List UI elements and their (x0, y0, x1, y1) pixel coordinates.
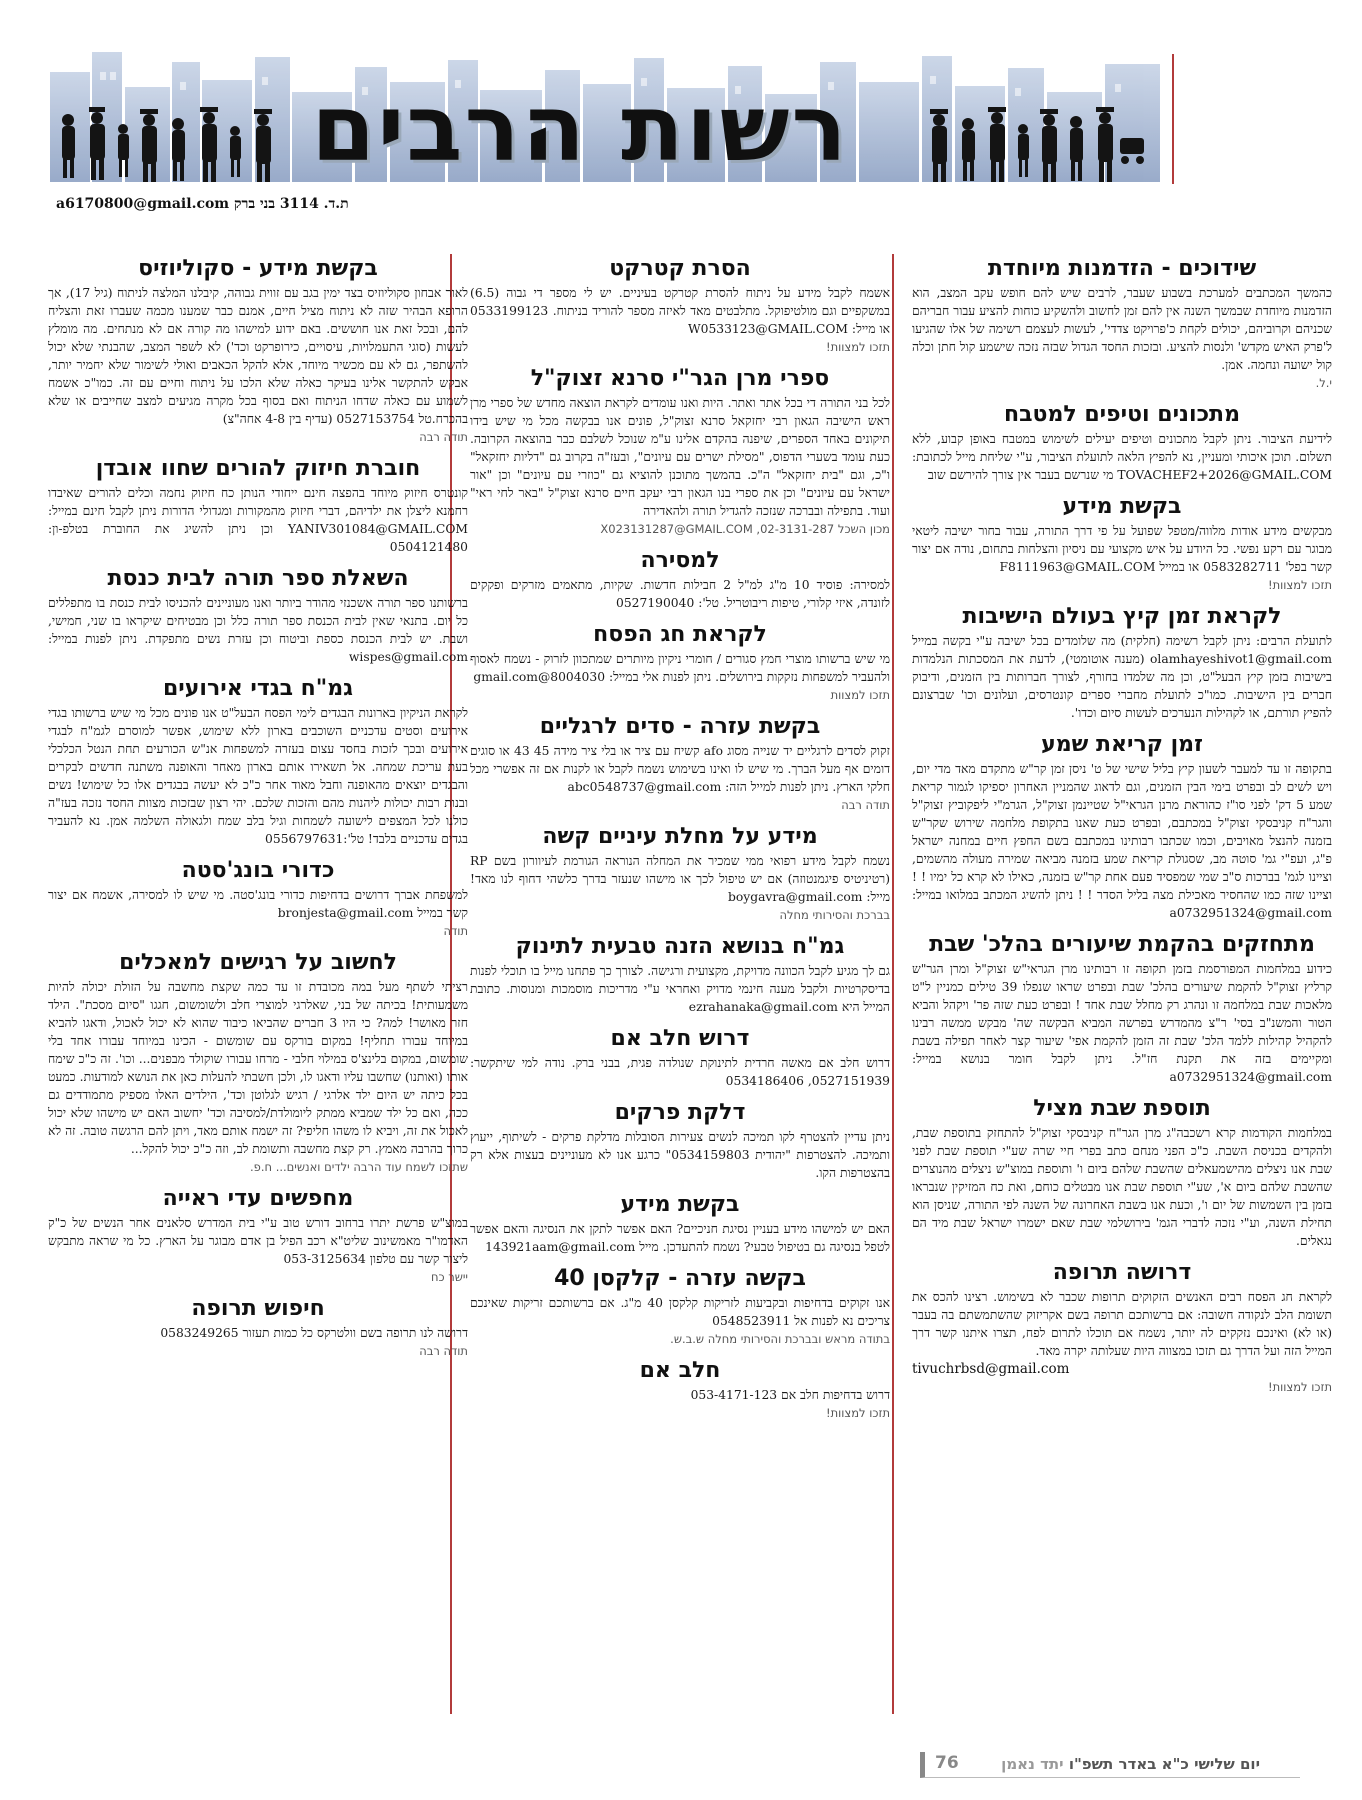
ad-signature: בברכת והסירותי מחלה (779, 908, 890, 922)
classified-ad (912, 1094, 1332, 1250)
ad-title: בקשת עזרה - סדים לרגליים (539, 714, 821, 739)
ad-body: למשפחת אברך דרושים בדחיפות כדורי בונג'סטה. מי שיש לו למסירה, אשמח אם יצור קשר במייל bronjesta@gmail.com (48, 888, 468, 920)
classified-ad (48, 674, 468, 848)
classified-ad (48, 1184, 468, 1286)
footer-brand: יתד נאמן (1001, 1755, 1064, 1773)
ad-body: כידוע במלחמות המפורסמת בזמן תקופה זו רבותינו מרן הגראי"ש זצוק"ל ומרן הגר"ש קרליץ זצוק"ל להקמת שיעורים בהלכ' שבת ובפרט שראו שנפלו 39 טילים כמניין ל"ט מלאכות שבת במלחמה זו ונהרג רק מחלל שבת אחד ! ובפרט כעת שזה פר' ויקהל והביא הטור והמשנ"ב בסי' ר"צ מהמדרש בפרשה המביא הבקשה שה' מבקש ממשה רבינו להקהיל קהילות ללמד הלכ' שבת זה הזמן להקמת אפי' שיעור קצר לאחר תפילה בשבת ומקיימים בזה את תקנת חז"ל. ניתן לקבל חומר בנושא במייל: a0732951324@gmail.com (912, 962, 1332, 1084)
ad-title: למסירה (640, 548, 720, 573)
classified-ad (470, 1098, 890, 1182)
ad-body: נשמח לקבל מידע רפואי ממי שמכיר את המחלה הנוראה הגורמת לעיוורון בשם RP (רטיניטיס פיגמנטוזה) אם יש טיפול לכך או מישהו שנעזר בדרך כלשהי דחוף לנו מאד! מייל: boygavra@gmail.com (470, 854, 890, 904)
ad-title: בקשת מידע (620, 1192, 740, 1217)
ad-signature: בתודה מראש ובברכת והסירותי מחלה ש.ב.ש. (670, 1332, 890, 1346)
ad-title: זמן קריאת שמע (1041, 732, 1203, 757)
ad-signature: שתזכו לשמח עוד הרבה ילדים ואנשים... ח.פ. (250, 1160, 468, 1174)
ad-body: לקראת הניקיון בארונות הבגדים לימי הפסח הבעל"ט אנו פונים מכל מי שיש ברשותו בגדי אירועים וסטים עדכניים השוכבים בארון ללא שימוש, אפשר למוסרם לגמ"ח לבגדי אירועים ובכך לזכות בחסד עצום בעזרה למשפחות אנ"ש הכורעים תחת הנטל הכלכלי בעת עריכת שמחה. אל תשאירו אותם בארון מאחר והאופנה משתנה חדשים לבקרים והבגדים יוצאים מהאופנה וחבל מאוד אחר כ"כ לא יעשה בבגדים אלו כל שימוש! נשים ובנות רבות יכולות ליהנות מהם והזכות שלכם. יהי רצון שבזכות מצוות החסד נזכה בעז"ה כולנו לכל המצפים לישועה לשמחות וגיל בלב שמח ולגאולה השלמה אמן. נא להעביר בגדים עדכניים בלבד! טל':0556797631 (48, 706, 468, 846)
ad-title: חלב אם (639, 1358, 721, 1383)
ad-body: לכל בני התורה די בכל אתר ואתר. היות ואנו עומדים לקראת הוצאה מחדש של ספרי מרן ראש הישיבה הגאון רבי יחזקאל סרנא זצוק"ל, פונים אנו בבקשה מכל מי שיש בידו תיקונים באחד הספרים, שיפנה בהקדם אלינו ע"מ שנוכל לשלבם כבר בהוצאה הקרובה. כעת עומד בשערי הדפוס, "מסילת ישרים עם עיונים", ובעז"ה בקרוב גם "דליות יחזקאל" ו"כ, וגם "בית יחזקאל" ה"כ. בהמשך מתוכנן להוציא גם "כוזרי עם עיונים" וכן "אור ישראל עם עיונים" וכן את ספרי בנו הגאון רבי יעקב חיים סרנא זצוק"ל "באר לחי ראי" ועוד. בתפילה ובברכה שנזכה להגדיל תורה ולהאדירה (470, 396, 890, 518)
classified-ad (48, 564, 468, 666)
ad-signature: תודה רבה (841, 798, 890, 812)
ad-title: כדורי בונג'סטה (181, 858, 335, 883)
masthead-address: ת.ד. 3114 בני ברק (234, 196, 349, 212)
classified-ad (470, 712, 890, 814)
column-middle (470, 254, 890, 1734)
ad-title: לחשוב על רגישים למאכלים (119, 950, 397, 975)
classified-ad (470, 822, 890, 924)
classified-ad (48, 254, 468, 446)
classified-ad (48, 1294, 468, 1360)
ad-signature: תזכו למצוות (830, 688, 890, 702)
footer-date: יום שלישי כ"א באדר תשפ"ו יתד נאמן (1001, 1755, 1260, 1773)
ad-body: לקראת חג הפסח רבים האנשים הזקוקים תרופות שכבר לא בשימוש. רצינו להכס את תשומת הלב לנקודה חשובה: אם ברשותכם תרופה בשם אקריזוק שהשתמשתם בה בעבר (או לא) ואינכם נזקקים לה יותר, נשמח אם תוכלו לתרום לפח, תצרו איתנו קשר דרך המייל הזה ועל הדרך גם תזכו במצווה היות שעלותה יקרה מאד. (912, 1290, 1332, 1358)
classified-ad (912, 1258, 1332, 1396)
ad-body: רציתי לשתף מעל במה מכובדת זו עד כמה שקצת מחשבה על הזולת יכולה להיות משמעותית! בכיתה של בני, שאלרגי למוצרי חלב ולשומשום, חגגו "סיום מסכת". הילד חזר מאושר! למה? כי היו 3 חברים שהביאו כיבוד שהוא לא יכול לאכול, ודאגו להביא במיוחד עבורו תחליף! במקום בורקס עם שומשום - הכינו במיוחד עבורו אחד בלי שומשום, במקום בלינצ'ס במילוי חלבי - מרחו עבורו שוקולד מבפנים... וכו'. זה כ"כ שימח אותו (ואותנו) שחשבו עליו ודאגו לו, ולכן חשבתי להעלות כאן את הנושא למודעות. כמעט בכל כיתה יש היום ילד אלרגי / רגיש לגלוטן וכד', הילדים האלו מספיק מתמודדים גם ככה, ואם כל ילד שמביא ממתק ליומולדת/למסיבה וכד' יחשוב האם יש מישהו שלא יכול לאכול את זה, ויביא לו משהו חליפי? זה ישמח אותם מאד, ויתן להם הרגשה טובה. זה לא כרוך בהרבה מאמץ. רק קצת מחשבה ותשומת לב, וזה כ"כ יכול להקל... (48, 980, 468, 1156)
ad-title: לקראת זמן קיץ בעולם הישיבות (962, 604, 1282, 629)
ad-title: חוברת חיזוק להורים שחוו אובדן (95, 456, 421, 481)
ad-signature: מכון השכל X023131287@GMAIL.COM ,02-3131-287 (600, 522, 890, 536)
ad-title: מתחזקים בהקמת שיעורים בהלכ' שבת (929, 932, 1315, 957)
ad-body: זקוק לסדים לרגליים יד שנייה מסוג afo קשיח עם ציר או בלי ציר מידה 45 43 או סוגים דומים אף מעל הברך. מי שיש לו ואינו בשימוש נשמח לקבל או לקנות אם זה אפשרי מכל חלקי הארץ. ניתן לפנות למייל הזה: abc0548737@gmail.com (470, 744, 890, 794)
ad-title: מחפשים עדי ראייה (162, 1186, 354, 1211)
classified-ad (912, 730, 1332, 922)
ad-body: האם יש למישהו מידע בעניין נסיגת חניכיים? האם אפשר לתקן את הנסיגה והאם אפשר לטפל בנסיגה גם בטיפול טבעי? נשמח להתעדכן. מייל 143921aam@gmail.com (470, 1222, 890, 1254)
column-left (48, 254, 468, 1734)
ad-title: דרושה תרופה (1052, 1260, 1192, 1285)
ad-title: חיפוש תרופה (191, 1296, 325, 1321)
ad-body: מבקשים מידע אודות מלווה/מטפל שפועל על פי דרך התורה, עבור בחור ישיבה ליטאי מבוגר עם רקע נפשי. כל היודע על איש מקצועי עם ניסיון והצלחות בתחום, נודה אם יצור קשר בפל' 0583282711 או במייל F8111963@GMAIL.COM (912, 524, 1332, 574)
classified-ad (470, 1190, 890, 1256)
masthead-rule (1172, 54, 1174, 184)
classified-ad (470, 932, 890, 1016)
ad-title: מידע על מחלת עיניים קשה (542, 824, 818, 849)
ad-signature: תודה (443, 924, 468, 938)
classified-ad (470, 620, 890, 704)
ad-contact-email[interactable]: tivuchrbsd@gmail.com (912, 1361, 1070, 1377)
ad-title: גמ"ח בגדי אירועים (162, 676, 354, 701)
classified-ad (470, 546, 890, 612)
ad-body: גם לך מגיע לקבל הכוונה מדויקת, מקצועית ורגישה. לצורך כך פתחנו מייל בו תוכלי לפנות בדיסקרטיות ולקבל מענה חינמי מדויק ואחראי ע"י מדריכות מוסמכות ומנוסות. כתובת המייל היא ezrahanaka@gmail.com (470, 964, 890, 1014)
classified-ad (48, 454, 468, 556)
ad-title: גמ"ח בנושא הזנה טבעית לתינוק (515, 934, 845, 959)
masthead-title: רשות הרבים (311, 75, 849, 182)
column-right (912, 254, 1332, 1734)
ad-title: שידוכים - הזדמנות מיוחדת (987, 256, 1257, 281)
ad-signature: י.ל. (1315, 376, 1332, 390)
masthead-contact (50, 196, 349, 213)
ad-title: לקראת חג הפסח (593, 622, 767, 647)
ad-title: ספרי מרן הגר"י סרנא זצוק"ל (530, 366, 830, 391)
page-footer (920, 1752, 1300, 1778)
ad-body: לתועלת הרבים: ניתן לקבל רשימה (חלקית) מה שלומדים בכל ישיבה ע"י בקשה במייל olamhayeshivot1@gmail.com (מענה אוטומטי), לדעת את המסכתות הנלמדות בישיבות בזמן קיץ הבעל"ט, וכן מה שלמדו בחורף, לצורך חברותות בין הזמנים, ודיבוק חברים בין הישיבות. כמו"כ לתועלת מחברי ספרים קונטרסים, ועלונים וכו' שברצונם להפיץ תורתם, או לקהילות הנערכים לעשות סיום וכדו'. (912, 634, 1332, 720)
ad-title: דלקת פרקים (614, 1100, 746, 1125)
ad-title: בקשת מידע - סקוליוזיס (138, 256, 378, 281)
classified-ad (470, 1356, 890, 1422)
masthead-email[interactable]: a6170800@gmail.com (56, 196, 230, 212)
ad-signature: תזכו למצוות! (1267, 578, 1332, 592)
column-divider-right (892, 254, 894, 1714)
ad-body: בתקופה זו עד למעבר לשעון קיץ בליל שישי של ט' ניסן זמן קר"ש מתקדם מאד מדי יום, ויש לשים לב ובפרט בימי הבין הזמנים, וגם לדאוג שהמניין האחרון יספיקו לגמור קריאת שמע 5 דק' לפני סו"ז כהוראת מרנן הגראי"ל שטיינמן זצוק"ל, הגרמ"י ליפקוביץ זצוק"ל והגר"ח קניבסקי זצוק"ל במכתבם, ובפרט כעת שאנו בתקופת מלחמה שירוש שקר"ש בזמנה להנצל מאויבים, וכמו שכתבו רבותינו במכתבם בשם החפץ חיים במחנה ישראל פ"ג, ועפ"י גמ' סוטה מב, שסגולת קריאת שמע בזמנה מביאה שמירה מעולה מהשמים, וציינו לגמ' בברכות ס"ב שמי שמפסיד פעם אחת קר"ש בזמנה, כאילו לא קרא כל ימיו ! ! וציינו שזה כמו שהחסיר מאכילת מצה בליל הסדר ! ! ניתן להשיג המכתב במלואו במייל: a0732951324@gmail.com (912, 762, 1332, 920)
classified-ad (912, 930, 1332, 1086)
ad-signature: יישר כח (430, 1270, 468, 1284)
ad-body: דרוש בדחיפות חלב אם 053-4171-123 (690, 1388, 890, 1402)
classified-ad (48, 856, 468, 940)
classified-ad (912, 254, 1332, 392)
classified-ad (912, 492, 1332, 594)
ad-title: בקשה עזרה - קלקסן 40 (554, 1266, 806, 1291)
classified-ad (912, 400, 1332, 484)
masthead (0, 0, 1362, 228)
classified-ad (470, 1264, 890, 1348)
ad-body: אנו זקוקים בדחיפות ובקביעות לזריקות קלקסן 40 מ"ג. אם ברשותכם זריקות שאינכם צריכים נא לפנות אל 0548523911 (470, 1296, 890, 1328)
classified-ad (470, 364, 890, 538)
classified-ad (470, 254, 890, 356)
ad-body: לאור אבחון סקוליוזיס בצד ימין בגב עם זווית גבוהה, קיבלנו המלצה לניתוח (גיל 17), אך הרופא הבהיר שזה לא ניתוח מציל חיים, אמנם כבר שמענו מכמה שעברו זאת והצליח להם, ובכל זאת אנו חוששים. באם ידוע למישהו מה קורה אם לא מנתחים. מה מומלץ לעשות (סוגי התעמלויות, עיסויים, כירופרקט וכד') לא לשפר המצב, שהבנתי שלא יכול להשתפר, גם לא עם מכשיר מיוחד, אלא להקל הכאבים ואולי לשימור שלא יחמיר יותר, אבקש להתקשר אלינו בעיקר כאלה שלא הלכו על ניתוח וחיים עם זה. כמו"כ אשמח לשמוע עם כאלה שדחו הניתוח ואם בסוף בכל מקרה מגיעים למצב שחייבים או שלא בהכרח.טל 0527153754 (עדיף בין 4-8 אחה"צ) (48, 286, 468, 426)
ad-body: במלחמות הקודמות קרא רשכבה"ג מרן הגר"ח קניבסקי זצוק"ל להתחזק בתוספת שבת, ולהקדים בכניסת השבת. כ"כ הפני מנחם כתב בפרי חיי שרה שע"י תוספת שבת לפני שבת אנו ניצלים מהישמעאלים שהשבת שלהם ביום ו' ותוספת במוצ"ש ניצלים מהנוצרים שהשבת שלהם ביום א', שע"י תוספת שבת אנו מבטלים כוחם, ואת כח המזיקין שנבראו בזמן בין השמשות של יום ו', וכעת אנו בשבת האחרונה של השנה לפי התורה, שניסן הוא תחילת השנה, וע"י נזכה לדברי הגמ' בירושלמי שבת שאם ישמרו ישראל שבת מיד הם נגאלים. (912, 1126, 1332, 1248)
ad-title: בקשת מידע (1062, 494, 1182, 519)
ad-body: כהמשך המכתבים למערכת בשבוע שעבר, לרבים שיש להם חופש עקב המצב, הוא הזדמנות מיוחדת שבמשך השנה אין להם זמן לחשוב ולהשקיע כוחות להציע עבור חבריהם שכניהם וקרוביהם, יכולים לקחת כ'פרויקט צדדי', לעשות לעצמם רשימה של אלו שהגיעו ל'פרק האיש מקדש' ולנסות להציע. ובזכות החסד הגדול שבזה נזכה שישמע קול חתן וכלה קול ישועה ונחמה. אמן. (912, 286, 1332, 372)
ad-title: תוספת שבת מציל (1033, 1096, 1211, 1121)
ad-body: ניתן עדיין להצטרף לקו תמיכה לנשים צעירות הסובלות מדלקת פרקים - לשיתוף, ייעוץ ותמיכה. להצטרפות "יהודית 0534159803" כרגע אנו לא מעוניינים בעצות אלא רק בהצטרפות הקו. (470, 1130, 890, 1180)
ad-title: השאלת ספר תורה לבית כנסת (107, 566, 409, 591)
classified-ad (48, 948, 468, 1176)
ad-title: דרוש חלב אם (610, 1026, 750, 1051)
ad-signature: תודה רבה (419, 430, 468, 444)
ad-body: דרוש חלב אם מאשה חרדית לתינוקת שנולדה פגית, בבני ברק. נודה למי שיתקשר: 0527151939, 0534186406 (470, 1056, 890, 1088)
ad-body: קונטרס חיזוק מיוחד בהפצה חינם ייחודי הנותן כח חיזוק נחמה וכלים להורים שאיבדו רחמנא ליצלן את ילדיהם, דברי חיזוק מהמקורות ומגדולי הדורות ניתן לקבל חינם במייל: YANIV301084@GMAIL.COM וכן ניתן להשיג את החוברת בטלפ-ון: 0504121480 (48, 486, 468, 554)
ad-signature: תזכו למצוות! (825, 1406, 890, 1420)
page-number: 76 (935, 1753, 959, 1773)
ad-signature: תודה רבה (419, 1344, 468, 1358)
ad-body: אשמח לקבל מידע על ניתוח להסרת קטרקט בעיניים. יש לי מספר די גבוה (6.5) במשקפיים וגם מולטיפוקל. מתלבטים מאד לאיזה מספר להוריד בניתוח. 0533199123 או מייל: W0533123@GMAIL.COM (470, 286, 890, 336)
ad-body: דרושה לנו תרופה בשם וולטרקס כל כמות תעזור 0583249265 (160, 1326, 468, 1340)
ad-body: לידיעת הציבור. ניתן לקבל מתכונים וטיפים יעילים לשימוש במטבח באופן קבוע, ללא תשלום. תוכן איכותי ומעניין, נא להפיץ הלאה לתועלת הציבור, ע"י שליחת מייל לכתובת: TOVACHEF2+2026@GMAIL.COM מי שנרשם בעבר אין צורך להירשם שוב (912, 432, 1332, 482)
ad-signature: תזכו למצוות! (825, 340, 890, 354)
classified-ad (912, 602, 1332, 722)
classified-ad (470, 1024, 890, 1090)
ad-title: מתכונים וטיפים למטבח (1004, 402, 1240, 427)
ad-body: ברשותנו ספר תורה אשכנזי מהודר ביותר ואנו מעוניינים להכניסו לבית כנסת בו מתפללים כל יום. בתנאי שאין לבית הכנסת ספר תורה כלל וכן מבטיחים שיקראו בו שני, חמישי, ושבת. יש לבית הכנסת כספת וביטוח וכן עזרת נשים מתפקדת. ניתן לפנות במייל: wispes@gmail.com (48, 596, 468, 664)
ad-body: במוצ"ש פרשת יתרו ברחוב דורש טוב ע"י בית המדרש סלאנים אחר הנשים של כ"ק האדמו"ר מאמשינוב שליט"א רכב הפיל בן אדם מבוגר על הארץ. כל מי שראה מתבקש ליצור קשר עם טלפון 053-3125634 (48, 1216, 468, 1266)
ad-body: למסירה: פוסיד 10 מ"ג למ"ל 2 חבילות חדשות. שקיות, מתאמים מזרקים ופקקים לזונדה, איזי קלורי, טיפות ריבוטריל. טל': 0527190040 (470, 578, 890, 610)
ad-signature: תזכו למצוות! (1267, 1380, 1332, 1394)
ad-body: מי שיש ברשותו מוצרי חמץ סגורים / חומרי ניקיון מיותרים שמתכוון לזרוק - נשמח לאסוף ולהעביר למשפחות נזקקות בירושלים. ניתן לפנות אלי במייל: 8004030@gmail.com (470, 652, 890, 684)
ad-title: הסרת קטרקט (609, 256, 751, 281)
